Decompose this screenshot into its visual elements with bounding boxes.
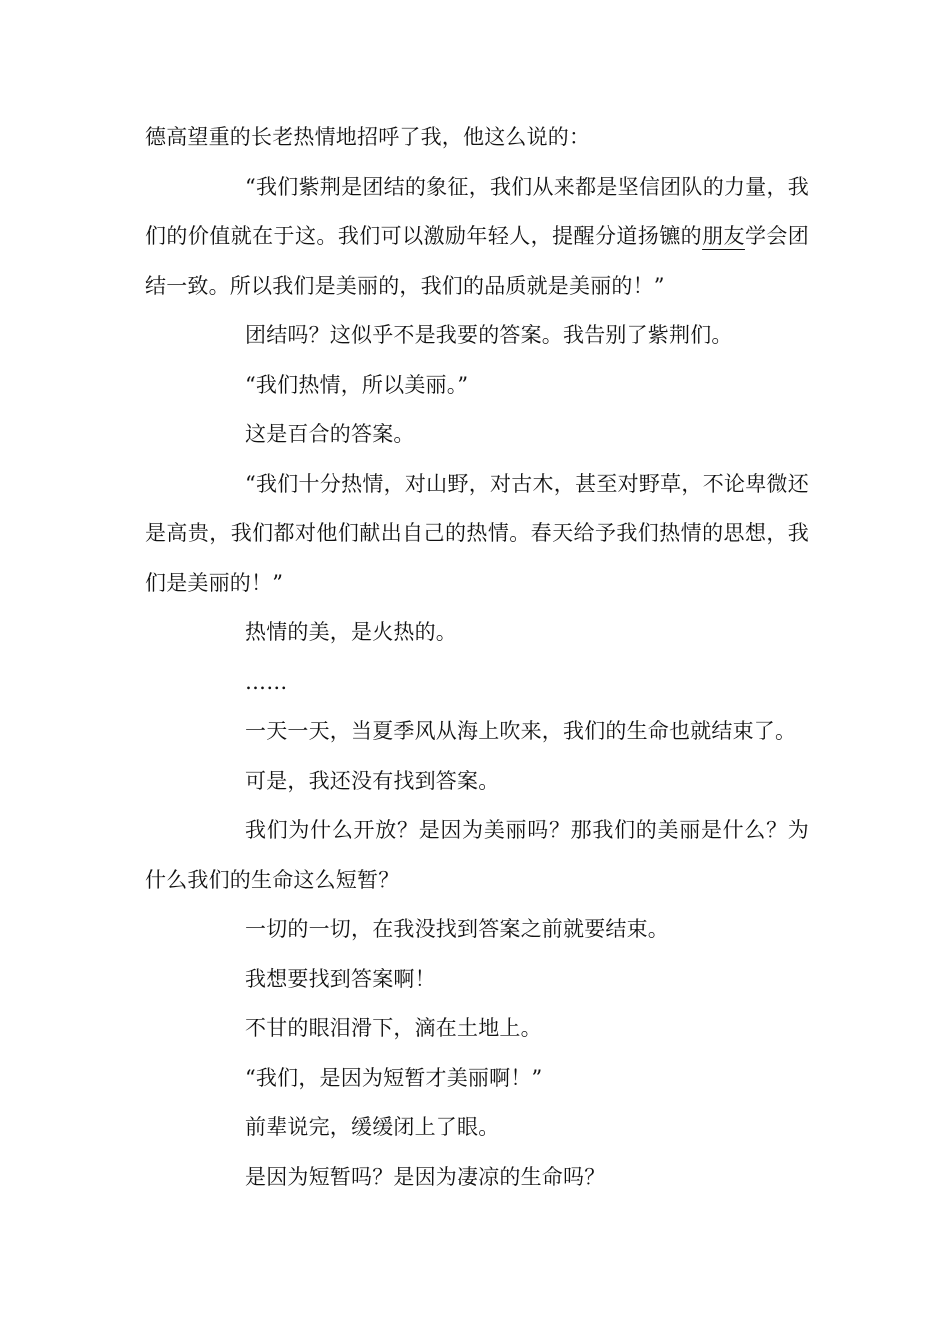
paragraph-14: 不甘的眼泪滑下，滴在土地上。 (245, 1016, 542, 1040)
paragraph-2-text-start: “我们紫荆是团结的象征，我们从来都是坚信团队的力量，我们的价值就在于这。我们可以激励年轻人，提醒分道扬镳的 (145, 174, 809, 248)
paragraph-10: 可是，我还没有找到答案。 (245, 768, 500, 793)
underlined-word: 朋友 (702, 224, 745, 248)
paragraph-1: 德高望重的长老热情地招呼了我，他这么说的： (145, 125, 591, 149)
paragraph-16: 前辈说完，缓缓闭上了眼。 (245, 1115, 500, 1139)
paragraph-4: “我们热情，所以美丽。” (245, 372, 469, 397)
paragraph-13: 我想要找到答案啊！ (245, 966, 436, 991)
paragraph-17: 是因为短暂吗？是因为凄凉的生命吗？ (245, 1164, 606, 1189)
story-text (145, 113, 809, 1202)
paragraph-6: “我们十分热情，对山野，对古木，甚至对野草，不论卑微还是高贵，我们都对他们献出自己的热情。春天给予我们热情的思想，我们是美丽的！” (145, 471, 809, 595)
paragraph-8-ellipsis: …… (245, 669, 288, 694)
paragraph-7: 热情的美，是火热的。 (245, 620, 457, 644)
paragraph-2-text-end: 学会团结一致。所以我们是美丽的，我们的品质就是美丽的！” (145, 224, 809, 298)
paragraph-5: 这是百合的答案。 (245, 422, 415, 446)
paragraph-15: “我们，是因为短暂才美丽啊！” (245, 1065, 543, 1090)
paragraph-12: 一切的一切，在我没找到答案之前就要结束。 (245, 917, 669, 941)
paragraph-11: 我们为什么开放？是因为美丽吗？那我们的美丽是什么？为什么我们的生命这么短暂？ (145, 818, 809, 892)
paragraph-2 (145, 163, 809, 312)
paragraph-3: 团结吗？这似乎不是我要的答案。我告别了紫荆们。 (245, 323, 733, 347)
paragraph-9: 一天一天，当夏季风从海上吹来，我们的生命也就结束了。 (245, 719, 797, 743)
